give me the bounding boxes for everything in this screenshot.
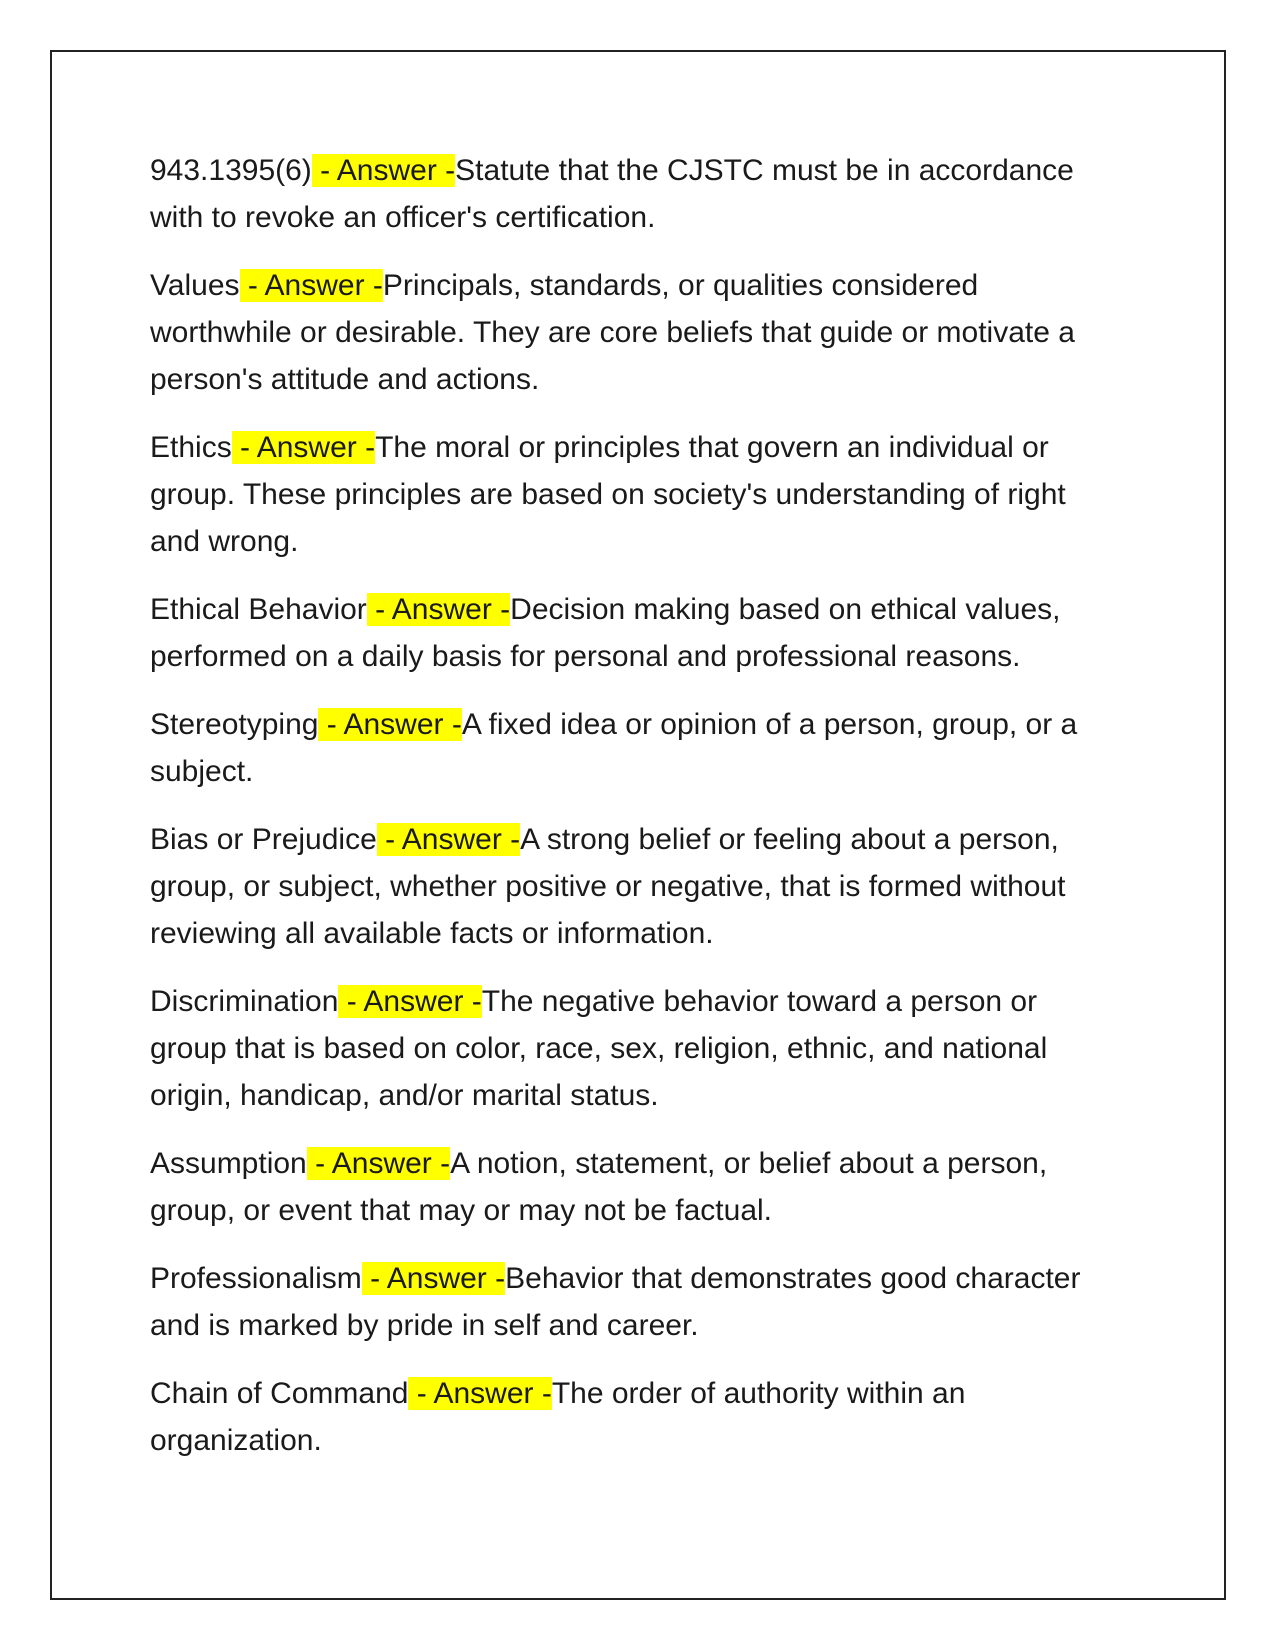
answer-highlight: - Answer - [231, 431, 376, 464]
answer-highlight: - Answer - [311, 154, 456, 187]
answer-highlight: - Answer - [318, 708, 462, 741]
entry-bias [150, 816, 1110, 957]
entry-definition: The moral or principles that govern an individual or group. These principles are based on society's understanding of right and wrong. [150, 431, 1066, 558]
entry-stereotyping [150, 701, 1110, 795]
entry-term: 943.1395(6) [150, 154, 312, 187]
entry-professionalism [150, 1255, 1110, 1349]
entry-assumption [150, 1140, 1110, 1234]
answer-highlight: - Answer - [366, 593, 511, 626]
answer-highlight: - Answer - [239, 269, 383, 302]
entry-term: Ethics [150, 431, 232, 464]
entry-definition: A fixed idea or opinion of a person, group, or a subject. [150, 708, 1078, 788]
entry-term: Chain of Command [150, 1377, 409, 1410]
answer-highlight: - Answer - [338, 985, 482, 1018]
entry-definition: A strong belief or feeling about a person, group, or subject, whether positive or negative, that is formed without reviewing all available facts or information. [150, 823, 1066, 950]
entry-ethical-behavior [150, 586, 1110, 680]
entry-definition: The order of authority within an organization. [150, 1377, 966, 1457]
entry-term: Bias or Prejudice [150, 823, 377, 856]
answer-highlight: - Answer - [408, 1377, 552, 1410]
entry-term: Assumption [150, 1147, 307, 1180]
document-body [150, 147, 1110, 1485]
entry-definition: The negative behavior toward a person or group that is based on color, race, sex, religion, ethnic, and national origin, handicap, and/or marital status. [150, 985, 1048, 1112]
entry-term: Values [150, 269, 240, 302]
answer-highlight: - Answer - [376, 823, 521, 856]
entry-chain-of-command [150, 1370, 1110, 1464]
entry-term: Ethical Behavior [150, 593, 367, 626]
entry-term: Discrimination [150, 985, 339, 1018]
entry-definition: Behavior that demonstrates good character and is marked by pride in self and career. [150, 1262, 1081, 1342]
entry-discrimination [150, 978, 1110, 1119]
entry-values [150, 262, 1110, 403]
answer-highlight: - Answer - [361, 1262, 506, 1295]
entry-term: Professionalism [150, 1262, 362, 1295]
entry-term: Stereotyping [150, 708, 319, 741]
entry-statute [150, 147, 1110, 241]
answer-highlight: - Answer - [306, 1147, 451, 1180]
entry-ethics [150, 424, 1110, 565]
entry-definition: Principals, standards, or qualities considered worthwhile or desirable. They are core beliefs that guide or motivate a person's attitude and actions. [150, 269, 1075, 396]
entry-definition: A notion, statement, or belief about a person, group, or event that may or may not be factual. [150, 1147, 1048, 1227]
entry-definition: Decision making based on ethical values, performed on a daily basis for personal and professional reasons. [150, 593, 1061, 673]
entry-definition: Statute that the CJSTC must be in accordance with to revoke an officer's certification. [150, 154, 1074, 234]
